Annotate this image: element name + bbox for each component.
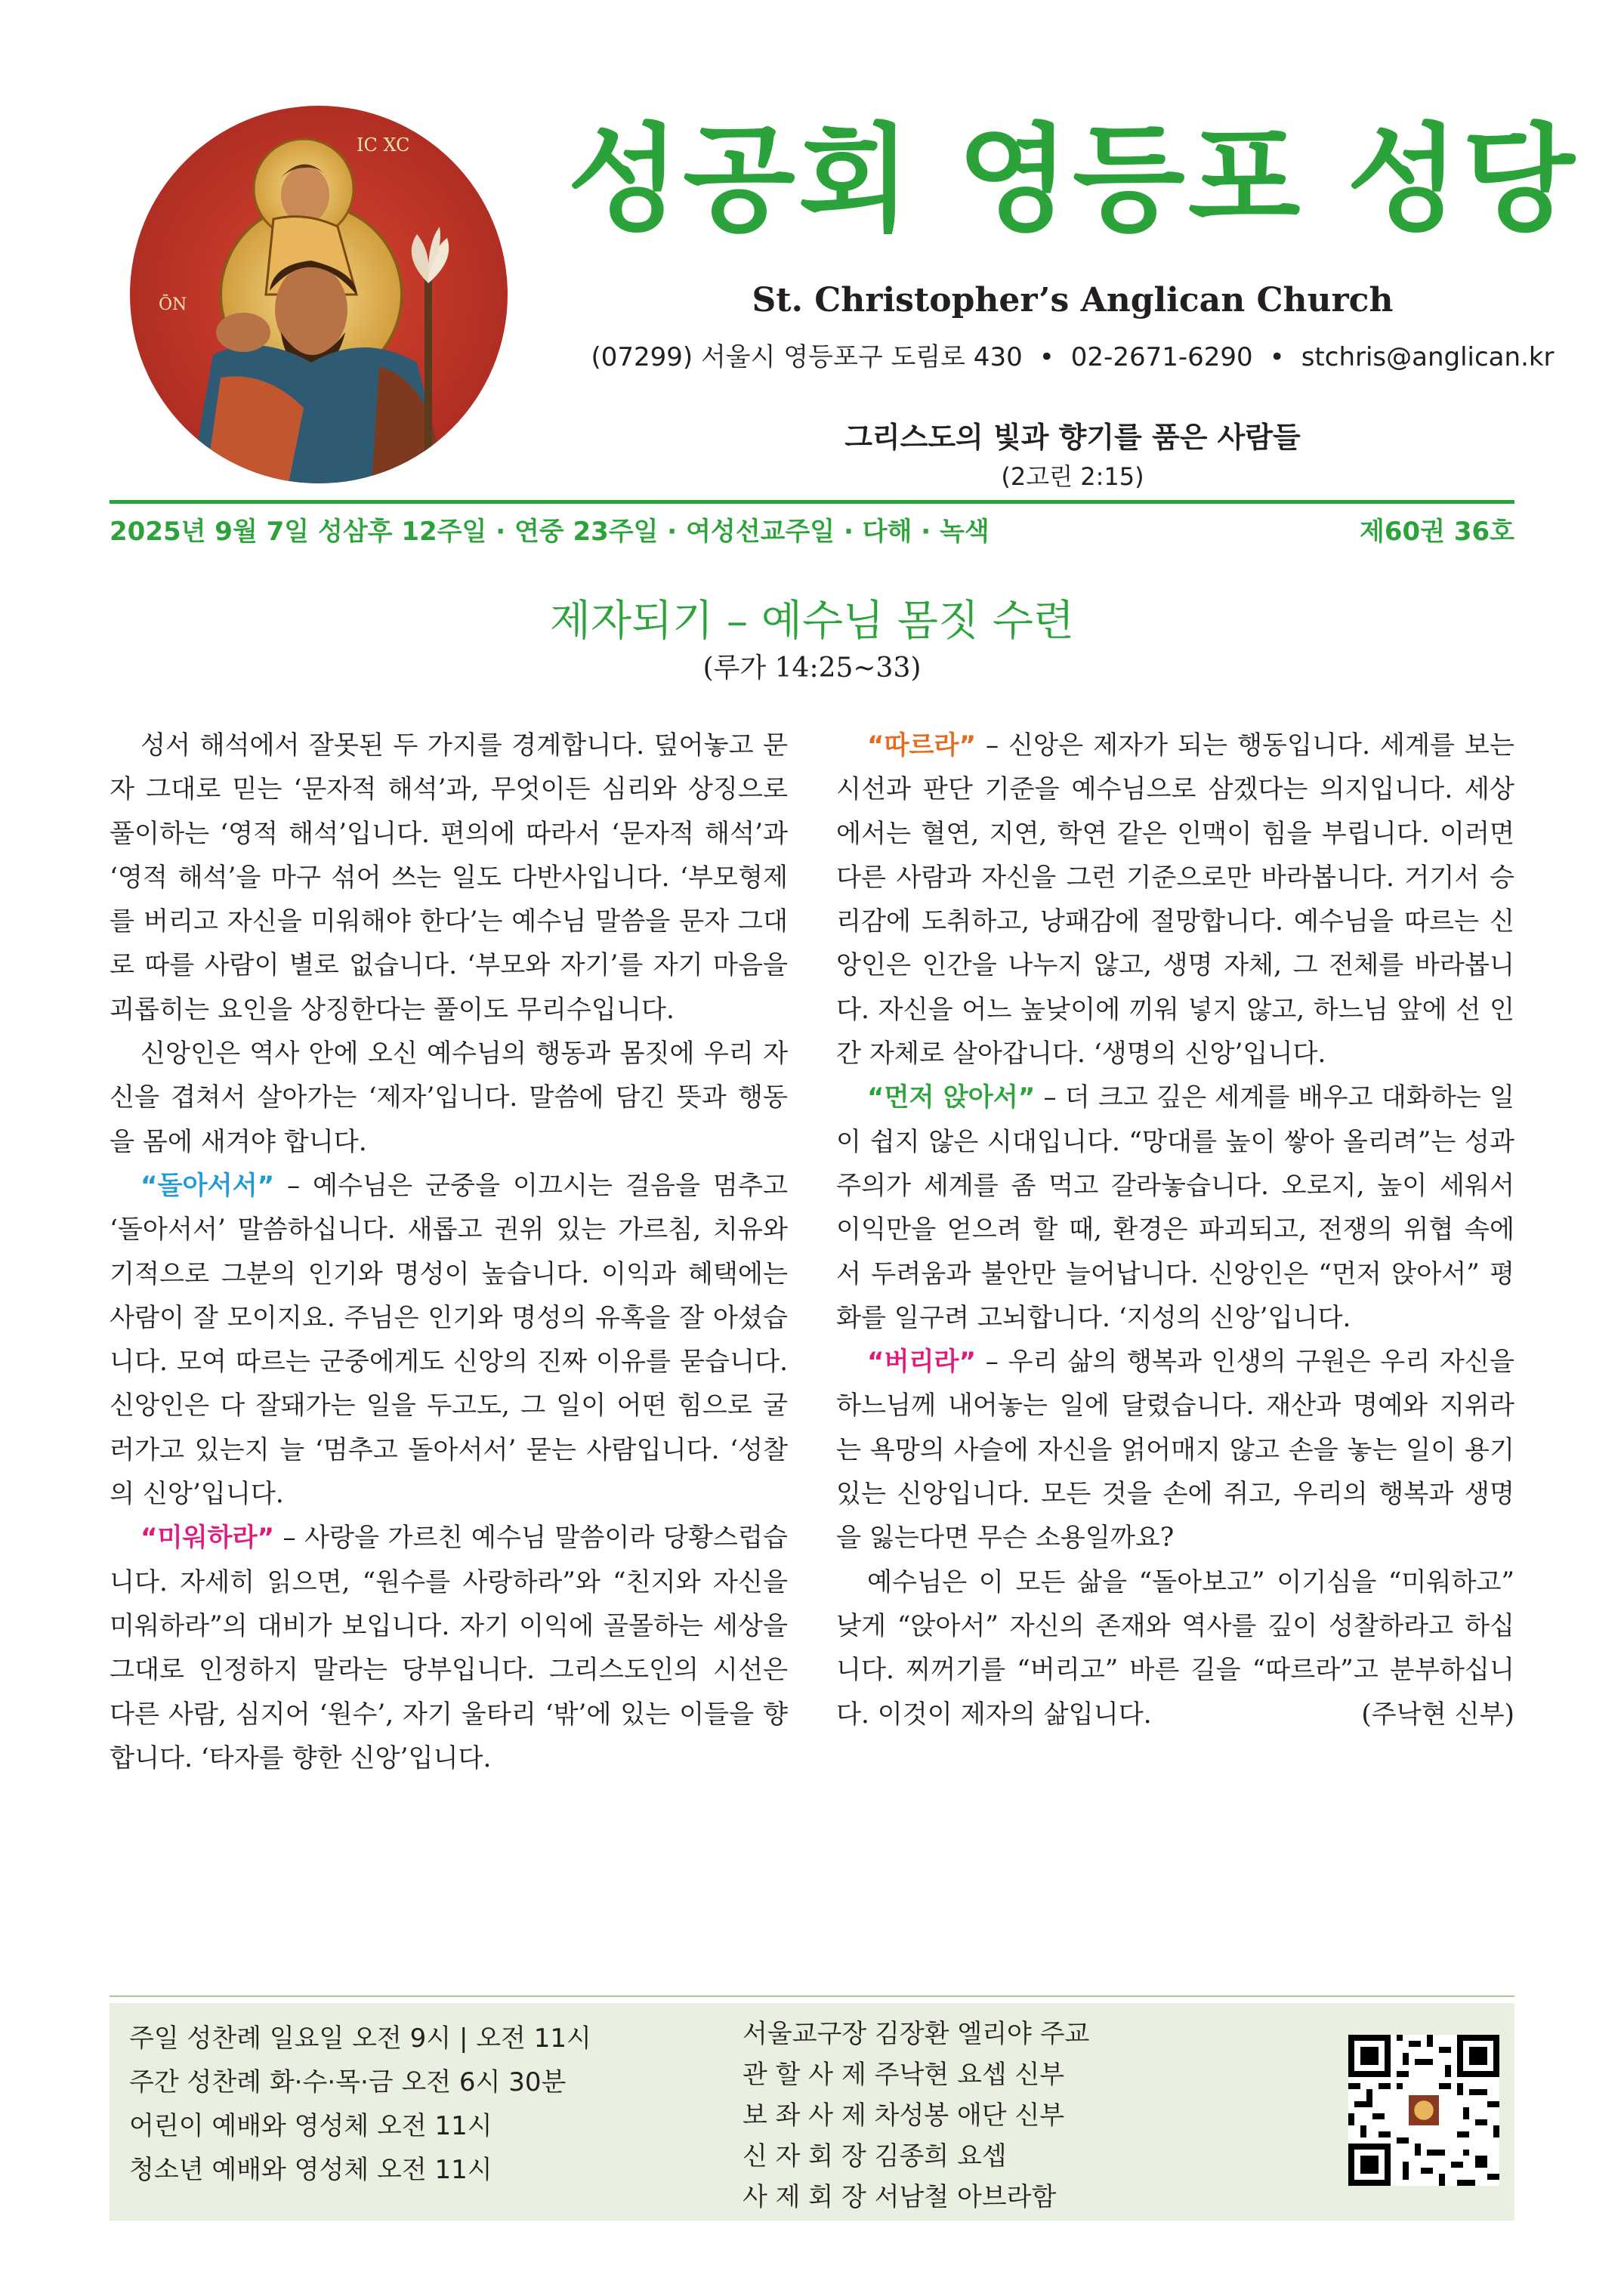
motto-reference: (2고린 2:15) xyxy=(1001,462,1144,491)
email-link[interactable]: stchris@anglican.kr xyxy=(1301,342,1555,372)
staff-item: 사 제 회 장 서남철 아브라함 xyxy=(743,2182,1057,2212)
parish-subtitle-english: St. Christopher’s Anglican Church xyxy=(752,281,1394,319)
icon-painting-svg xyxy=(130,106,508,483)
service-time-item: 청소년 예배와 영성체 오전 11시 xyxy=(129,2155,492,2185)
staff-item: 관 할 사 제 주낙현 요셉 신부 xyxy=(743,2060,1065,2090)
keyword-hate: “미워하라” xyxy=(140,1523,275,1554)
phone-text: 02-2671-6290 xyxy=(1070,342,1253,372)
article-paragraph xyxy=(836,1340,1514,1560)
liturgical-date-line: 2025년 9월 7일 성삼후 12주일 · 연중 23주일 · 여성선교주일 · 다해 · 녹색 xyxy=(110,517,990,547)
staff-item: 보 좌 사 제 차성봉 애단 신부 xyxy=(743,2100,1065,2131)
article-column-right xyxy=(836,724,1514,1736)
article-paragraph xyxy=(110,1516,788,1780)
staff-item: 신 자 회 장 김종희 요셉 xyxy=(743,2141,1007,2171)
issue-number: 제60권 36호 xyxy=(1360,517,1514,547)
article-paragraph xyxy=(836,1560,1514,1736)
keyword-follow: “따르라” xyxy=(867,730,977,761)
clergy-staff-list xyxy=(743,2014,1089,2218)
article-paragraph xyxy=(836,724,1514,1076)
staff-item: 서울교구장 김장환 엘리야 주교 xyxy=(743,2019,1090,2049)
article-paragraph: 성서 해석에서 잘못된 두 가지를 경계합니다. 덮어놓고 문자 그대로 믿는 ‘문자적 해석’과, 무엇이든 심리와 상징으로 풀이하는 ‘영적 해석’입니다. 편의에 따라서 ‘문자적 해석’과 ‘영적 해석’을 마구 섞어 쓰는 일도 다반사입니다. ‘부모형제를 버리고 자신을 미워해야 한다’는 예수님 말씀을 문자 그대로 따를 사람이 별로 없습니다. ‘부모와 자기’를 자기 마음을 괴롭히는 요인을 상징한다는 풀이도 무리수입니다. xyxy=(110,730,788,1025)
paragraph-body: – 우리 삶의 행복과 인생의 구원은 우리 자신을 하느님께 내어놓는 일에 달렸습니다. 재산과 명예와 지위라는 욕망의 사슬에 자신을 얽어매지 않고 손을 놓는 일이 용기 있는 신앙입니다. 모든 것을 손에 쥐고, 우리의 행복과 생명을 잃는다면 무슨 소용일까요? xyxy=(836,1347,1514,1554)
qr-code-svg xyxy=(1348,2035,1499,2186)
author-signature: (주낙현 신부) xyxy=(1361,1699,1514,1730)
keyword-turn-around: “돌아서서” xyxy=(140,1170,275,1201)
paragraph-body: – 더 크고 깊은 세계를 배우고 대화하는 일이 쉽지 않은 시대입니다. “망대를 높이 쌓아 올리려”는 성과주의가 세계를 좀 먹고 갈라놓습니다. 오로지, 높이 세워서 이익만을 얻으려 할 때, 환경은 파괴되고, 전쟁의 위협 속에서 두려움과 불안만 늘어납니다. 신앙인은 “먼저 앉아서” 평화를 일구려 고뇌합니다. ‘지성의 신앙’입니다. xyxy=(836,1082,1515,1333)
footer-info-box xyxy=(110,2003,1514,2221)
article-paragraph xyxy=(110,1164,788,1516)
address-text: (07299) 서울시 영등포구 도림로 430 xyxy=(591,342,1023,372)
scripture-reference: (루가 14:25~33) xyxy=(702,653,922,684)
header-divider xyxy=(110,500,1514,504)
qr-code-icon[interactable] xyxy=(1348,2035,1499,2186)
paragraph-body: – 신앙은 제자가 되는 행동입니다. 세계를 보는 시선과 판단 기준을 예수님으로 삼겠다는 의지입니다. 세상에서는 혈연, 지연, 학연 같은 인맥이 힘을 부립니다. 이러면 다른 사람과 자신을 그런 기준으로만 바라봅니다. 거기서 승리감에 도취하고, 낭패감에 절망합니다. 예수님을 따르는 신앙인은 인간을 나누지 않고, 생명 자체, 그 전체를 바라봅니다. 자신을 어느 높낮이에 끼워 넣지 않고, 하느님 앞에 선 인간 자체로 살아갑니다. ‘생명의 신앙’입니다. xyxy=(836,730,1514,1069)
paragraph-body: – 예수님은 군중을 이끄시는 걸음을 멈추고 ‘돌아서서’ 말씀하십니다. 새롭고 권위 있는 가르침, 치유와 기적으로 그분의 인기와 명성이 높습니다. 이익과 혜택에는 사람이 잘 모이지요. 주님은 인기와 명성의 유혹을 잘 아셨습니다. 모여 따르는 군중에게도 신앙의 진짜 이유를 묻습니다. 신앙인은 다 잘돼가는 일을 두고도, 그 일이 어떤 힘으로 굴러가고 있는지 늘 ‘멈추고 돌아서서’ 묻는 사람입니다. ‘성찰의 신앙’입니다. xyxy=(110,1170,788,1510)
article-paragraph: 신앙인은 역사 안에 오신 예수님의 행동과 몸짓에 우리 자신을 겹쳐서 살아가는 ‘제자’입니다. 말씀에 담긴 뜻과 행동을 몸에 새겨야 합니다. xyxy=(110,1039,788,1157)
parish-title: 성공회 영등포 성당 xyxy=(567,113,1578,248)
separator-dot: • xyxy=(1039,342,1054,372)
keyword-abandon: “버리라” xyxy=(867,1347,977,1378)
service-time-item: 주간 성찬례 화·수·목·금 오전 6시 30분 xyxy=(129,2067,567,2097)
service-time-item: 주일 성찬례 일요일 오전 9시 | 오전 11시 xyxy=(129,2023,591,2054)
service-schedule xyxy=(129,2017,591,2192)
article-paragraph xyxy=(836,1076,1514,1340)
paragraph-body: – 사랑을 가르친 예수님 말씀이라 당황스럽습니다. 자세히 읽으면, “원수를 사랑하라”와 “친지와 자신을 미워하라”의 대비가 보입니다. 자기 이익에 골몰하는 세상을 그대로 인정하지 말라는 당부입니다. 그리스도인의 시선은 다른 사람, 심지어 ‘원수’, 자기 울타리 ‘밖’에 있는 이들을 향합니다. ‘타자를 향한 신앙’입니다. xyxy=(110,1523,788,1773)
paragraph-body: 예수님은 이 모든 삶을 “돌아보고” 이기심을 “미워하고” 낮게 “앉아서” 자신의 존재와 역사를 깊이 성찰하라고 하십니다. 찌꺼기를 “버리고” 바른 길을 “따르라”고 분부하십니다. 이것이 제자의 삶입니다. xyxy=(836,1566,1514,1730)
motto-text: 그리스도의 빛과 향기를 품은 사람들 xyxy=(844,421,1301,454)
article-column-left xyxy=(110,724,788,1780)
service-time-item: 어린이 예배와 영성체 오전 11시 xyxy=(129,2111,492,2141)
article-title: 제자되기 – 예수님 몸짓 수련 xyxy=(549,597,1075,646)
footer-divider xyxy=(110,1995,1514,1997)
inscription-ic-xc: IC XC xyxy=(357,134,410,156)
contact-line xyxy=(544,336,1601,373)
inscription-on: ŌN xyxy=(159,295,187,314)
st-christopher-icon-image xyxy=(130,106,508,483)
keyword-sit-first: “먼저 앉아서” xyxy=(867,1082,1036,1113)
separator-dot: • xyxy=(1269,342,1285,372)
